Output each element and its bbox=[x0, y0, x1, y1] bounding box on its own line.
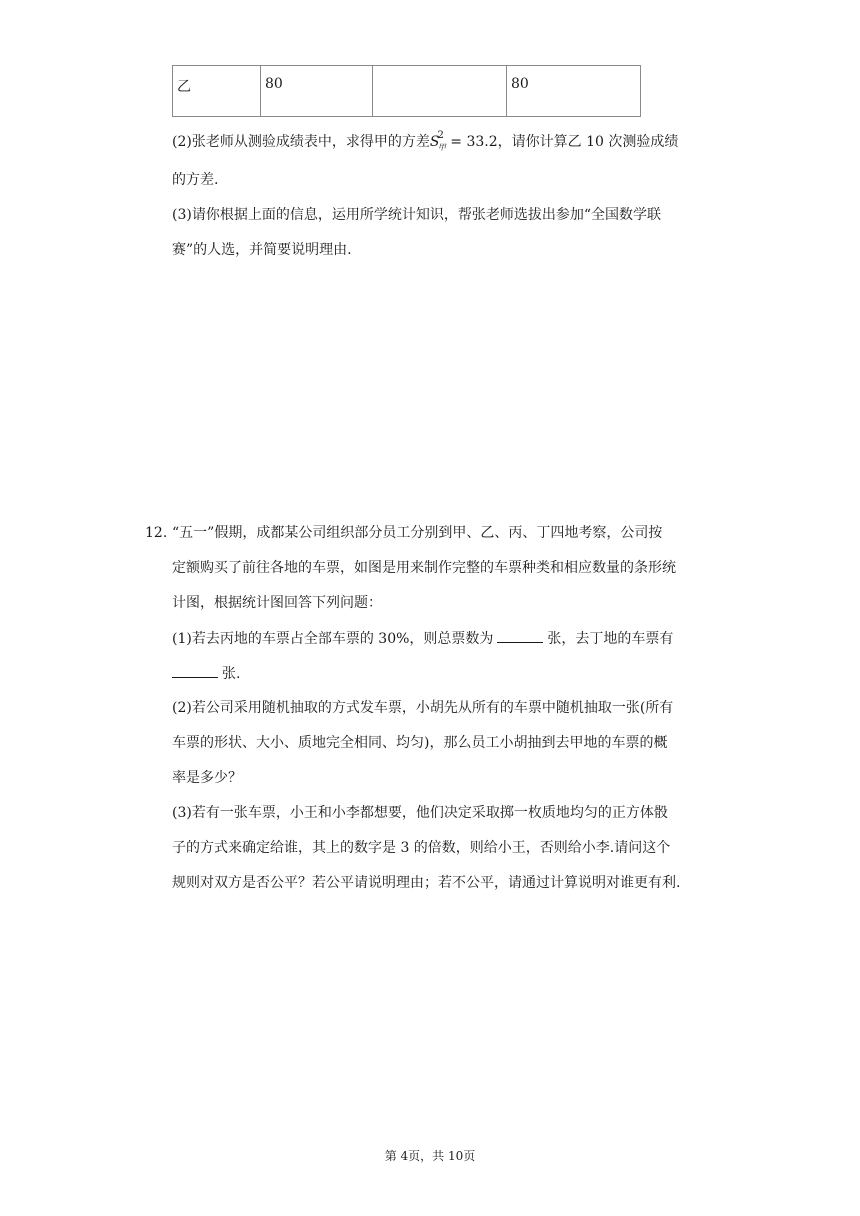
answer-blank bbox=[172, 663, 218, 678]
q12-part1-line2: 张. bbox=[172, 663, 240, 684]
page-footer: 第 4页，共 10页 bbox=[384, 1149, 476, 1163]
q12-intro-line2: 定额购买了前往各地的车票，如图是用来制作完整的车票种类和相应数量的条形统 bbox=[172, 560, 676, 576]
part3-line2: 赛”的人选，并简要说明理由. bbox=[172, 242, 352, 258]
table-row bbox=[173, 66, 641, 117]
question-number: 12. bbox=[145, 525, 168, 541]
q12-intro-line3: 计图，根据统计图回答下列问题： bbox=[172, 595, 382, 611]
table-cell bbox=[373, 66, 507, 117]
part3-line1: (3)请你根据上面的信息，运用所学统计知识，帮张老师选拔出参加“全国数学联 bbox=[172, 207, 661, 223]
q12-part2-line2: 车票的形状、大小、质地完全相同、均匀)，那么员工小胡抽到去甲地的车票的概 bbox=[172, 735, 668, 751]
q12-part2-line3: 率是多少？ bbox=[172, 770, 242, 786]
answer-blank bbox=[497, 628, 543, 643]
variance-formula: $S^2_甲 = 33.2$ bbox=[429, 130, 498, 152]
q12-intro-line1: “五一”假期，成都某公司组织部分员工分别到甲、乙、丙、丁四地考察，公司按 bbox=[172, 525, 663, 541]
part2-line2: 的方差. bbox=[172, 172, 219, 188]
q12-part3-line3: 规则对双方是否公平？若公平请说明理由；若不公平，请通过计算说明对谁更有利. bbox=[172, 875, 681, 891]
score-table bbox=[172, 65, 641, 117]
q12-part3-line1: (3)若有一张车票，小王和小李都想要，他们决定采取掷一枚质地均匀的正方体骰 bbox=[172, 805, 668, 821]
q12-part1-line1: (1)若去丙地的车票占全部车票的 30%，则总票数为 张，去丁地的车票有 bbox=[172, 628, 673, 649]
table-cell: 80 bbox=[261, 66, 373, 117]
q12-part3-line2: 子的方式来确定给谁，其上的数字是 3 的倍数，则给小王，否则给小李.请问这个 bbox=[172, 840, 671, 856]
table-cell: 80 bbox=[507, 66, 641, 117]
part2-line1: (2)张老师从测验成绩表中，求得甲的方差$S^2_甲 = 33.2$，请你计算乙 10 次测验成绩 bbox=[172, 130, 679, 152]
q12-part2-line1: (2)若公司采用随机抽取的方式发车票，小胡先从所有的车票中随机抽取一张(所有 bbox=[172, 700, 674, 716]
table-cell-name: 乙 bbox=[173, 66, 261, 117]
